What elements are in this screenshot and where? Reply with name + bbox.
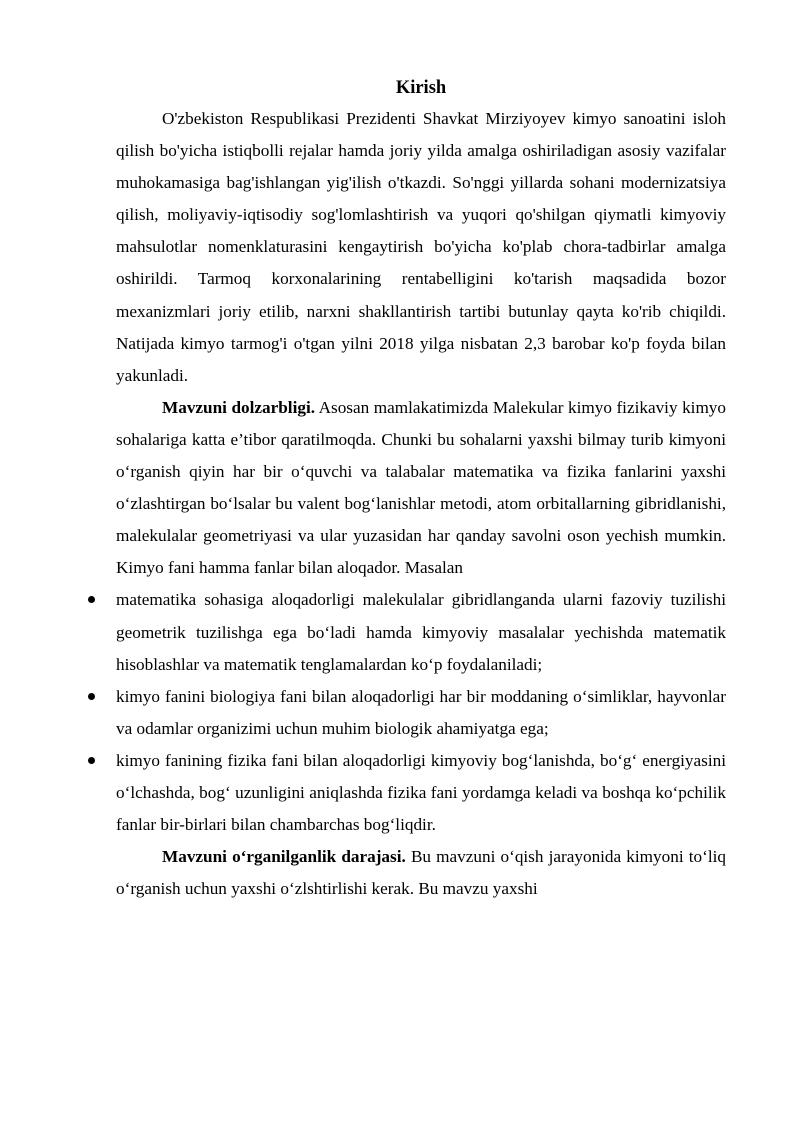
list-item-text: kimyo fanini biologiya fani bilan aloqadorligi har bir moddaning o‘simliklar, hayvonlar va odamlar organizimi uchun muhim biologik ahamiyatga ega; [116,686,726,738]
bullet-list [116,584,726,841]
list-item [116,681,726,745]
study-degree-paragraph [116,841,726,905]
list-item [116,745,726,841]
relevance-heading: Mavzuni dolzarbligi. [162,397,316,417]
study-degree-text: Bu mavzuni o‘qish jarayonida kimyoni to‘liq o‘rganish uchun yaxshi o‘zlshtirlishi kerak. Bu mavzu yaxshi [116,847,726,899]
list-item-text: matematika sohasiga aloqadorligi malekulalar gibridlanganda ularni fazoviy tuzilishi geometrik tuzilishga ega bo‘ladi hamda kimyoviy masalalar yechishda matematik hisoblashlar va matematik tenglamalardan ko‘p foydalaniladi; [116,590,726,674]
document-title: Kirish [395,78,447,98]
list-item-text: kimyo fanining fizika fani bilan aloqadorligi kimyoviy bog‘lanishda, bo‘g‘ energiyasini o‘lchashda, bog‘ uzunligini aniqlashda fizika fani yordamga keladi va boshqa ko‘pchilik fanlar bir-birlari bilan chambarchas bog‘liqdir. [116,750,726,835]
intro-paragraph: O'zbekiston Respublikasi Prezidenti Shavkat Mirziyoyev kimyo sanoatini isloh qilish bo'yicha istiqbolli rejalar hamda joriy yilda amalga oshiriladigan asosiy vazifalar muhokamasiga bag'ishlangan yig'ilish o'tkazdi. So'nggi yillarda sohani modernizatsiya qilish, moliyaviy-iqtisodiy sog'lomlashtirish va yuqori qo'shilgan qiymatli kimyoviy mahsulotlar nomenklaturasini kengaytirish bo'yicha ko'plab chora-tadbirlar amalga oshirildi. Tarmoq korxonalarining rentabelligini ko'tarish maqsadida bozor mexanizmlari joriy etilib, narxni shakllantirish tartibi butunlay qayta ko'rib chiqildi. Natijada kimyo tarmog'i o'tgan yilni 2018 yilga nisbatan 2,3 barobar ko'p foyda bilan yakunladi. [116,109,726,385]
bullet-icon [88,757,95,764]
relevance-text: Asosan mamlakatimizda Malekular kimyo fizikaviy kimyo sohalariga katta e’tibor qaratilmoqda. Chunki bu sohalarni yaxshi bilmay turib kimyoni o‘rganish qiyin har bir o‘quvchi va talabalar matematika va fizika fanlarini yaxshi o‘zlashtirgan bo‘lsalar bu valent bog‘lanishlar metodi, atom orbitallarning gibridlanishi, malekulalar geometriyasi va ular yuzasidan har qanday savolni oson yechish mumkin. Kimyo fani hamma fanlar bilan aloqador. Masalan [116,397,726,578]
document-page [116,74,726,905]
study-degree-heading: Mavzuni o‘rganilganlik darajasi. [162,847,406,867]
relevance-paragraph [116,392,726,585]
bullet-icon [88,693,95,700]
list-item [116,584,726,680]
bullet-icon [88,596,95,603]
